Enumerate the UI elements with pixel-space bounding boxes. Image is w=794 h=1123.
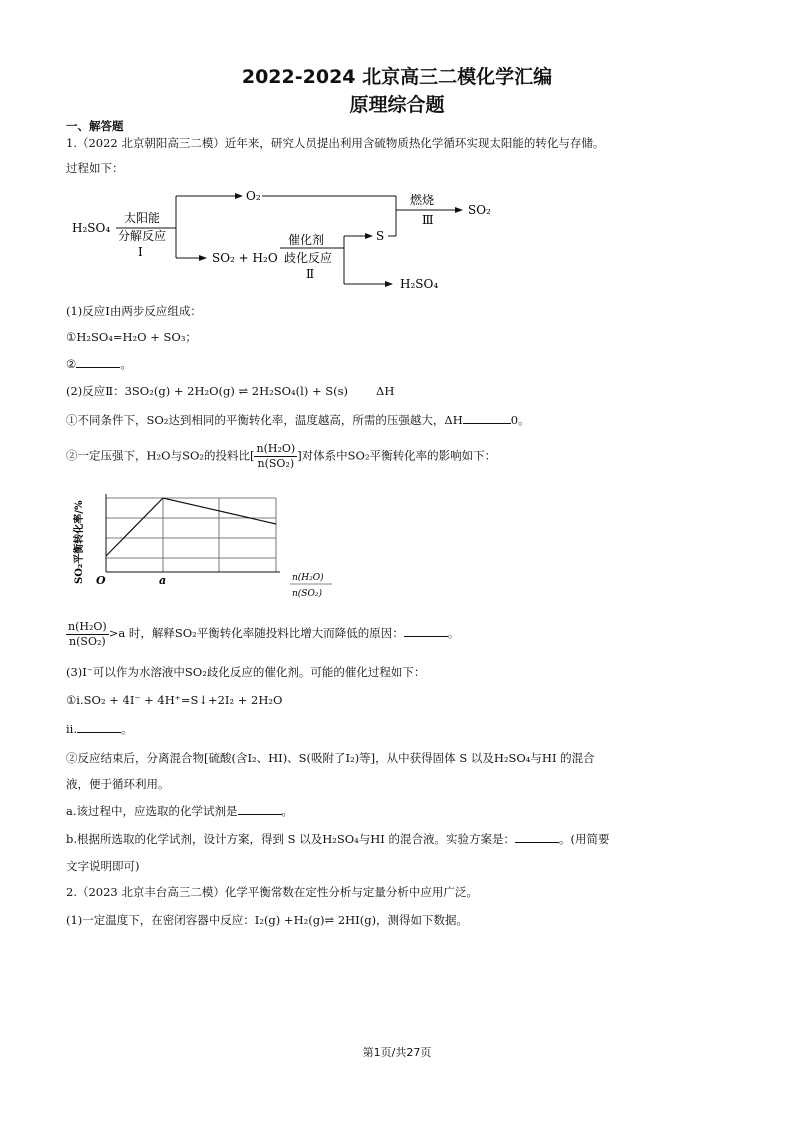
page-title: 2022-2024 北京高三二模化学汇编 bbox=[241, 66, 553, 88]
x-label-den: n(SO₂) bbox=[292, 589, 322, 599]
y-axis-label: SO₂平衡转化率/% bbox=[74, 500, 85, 584]
q1-part1: (1)反应Ⅰ由两步反应组成： bbox=[66, 304, 202, 318]
punct: 。 bbox=[120, 357, 132, 371]
step1-num-label: Ⅰ bbox=[138, 245, 143, 259]
answer-blank[interactable] bbox=[238, 803, 282, 815]
part2-label: (2)反应Ⅱ： bbox=[66, 384, 125, 398]
frac-den: n(SO₂) bbox=[69, 634, 106, 648]
part3d-text: a.该过程中，应选取的化学试剂是 bbox=[66, 804, 238, 818]
step2-top-label: 催化剂 bbox=[288, 233, 325, 247]
answer-blank[interactable] bbox=[77, 721, 121, 733]
origin-label: O bbox=[96, 574, 106, 587]
part2a-text: ①不同条件下，SO₂达到相同的平衡转化率，温度越高，所需的压强越大，ΔH bbox=[66, 413, 463, 427]
q1-part3: (3)I⁻可以作为水溶液中SO₂歧化反应的催化剂。可能的催化过程如下： bbox=[66, 665, 426, 679]
ratio-fraction bbox=[254, 442, 297, 471]
part2b-mid: 与SO₂的投料比[ bbox=[170, 448, 255, 463]
page-subtitle: 原理综合题 bbox=[349, 94, 445, 116]
circle-1: ① bbox=[66, 330, 77, 344]
q1-part1a bbox=[66, 329, 197, 345]
so2-out-label: SO₂ bbox=[468, 203, 491, 217]
ratio-fraction-2 bbox=[66, 620, 109, 649]
q1-part3c-line1: ②反应结束后，分离混合物[硫酸(含I₂、HI)、S(吸附了I₂)等]，从中获得固体 S 以及H₂SO₄与HI 的混合 bbox=[66, 751, 595, 765]
h2so4-out-label: H₂SO₄ bbox=[400, 277, 439, 291]
step3-num-label: Ⅲ bbox=[422, 213, 434, 227]
part2a-end: 0。 bbox=[510, 413, 530, 427]
q1-part3c-line2: 液，便于循环利用。 bbox=[66, 777, 170, 791]
conversion-chart bbox=[66, 488, 346, 608]
chart-grid bbox=[106, 498, 276, 572]
q1-part2b bbox=[66, 442, 496, 471]
step2-num-label: Ⅱ bbox=[306, 267, 315, 281]
frac-den: n(SO₂) bbox=[257, 457, 295, 470]
eq-1a: H₂SO₄=H₂O + SO₃； bbox=[76, 330, 197, 344]
tick-a-label: a bbox=[159, 574, 167, 587]
h2so4-label: H₂SO₄ bbox=[72, 221, 111, 235]
part3a-eq: SO₂ + 4I⁻ + 4H⁺=S↓+2I₂ + 2H₂O bbox=[83, 693, 283, 707]
o2-label: O₂ bbox=[246, 189, 261, 203]
q1-part3a bbox=[66, 692, 282, 708]
part3b-end: 。 bbox=[121, 722, 133, 736]
q1-part2c bbox=[66, 615, 459, 651]
q1-part3d bbox=[66, 803, 293, 819]
q1-part2a bbox=[66, 412, 530, 428]
answer-blank[interactable] bbox=[515, 831, 559, 843]
part2-dh: ΔH bbox=[376, 384, 395, 398]
q1-part2 bbox=[66, 383, 394, 399]
q2-part1: (1)一定温度下，在密闭容器中反应：I₂(g) +H₂(g)⇌ 2HI(g)，测得如下数据。 bbox=[66, 913, 469, 927]
part3b-label: ii. bbox=[66, 722, 78, 736]
answer-blank[interactable] bbox=[404, 625, 448, 637]
part3d-end: 。 bbox=[281, 804, 294, 818]
part2c-text: >a 时，解释SO₂平衡转化率随投料比增大而降低的原因： bbox=[108, 626, 404, 640]
step3-top-label: 燃烧 bbox=[410, 193, 435, 207]
part2b-h2o: H₂O bbox=[146, 448, 171, 463]
q1-part3b bbox=[66, 721, 133, 737]
q1-part3e-line1 bbox=[66, 831, 610, 847]
part3a-pre: ①i. bbox=[66, 693, 84, 707]
frac-num: n(H₂O) bbox=[68, 619, 107, 633]
circle-2: ② bbox=[66, 357, 77, 371]
so2-h2o-label: SO₂ + H₂O bbox=[212, 251, 278, 265]
q1-part3e-line2: 文字说明即可) bbox=[66, 859, 140, 873]
step1-mid-label: 分解反应 bbox=[118, 229, 167, 243]
x-label-num: n(H₂O) bbox=[292, 573, 324, 583]
frac-num: n(H₂O) bbox=[256, 442, 296, 455]
reaction-flow-diagram bbox=[66, 180, 506, 296]
part2c-end: 。 bbox=[447, 626, 460, 640]
series-line bbox=[106, 498, 276, 556]
q1-part1b bbox=[66, 356, 132, 372]
q2-intro: 2.（2023 北京丰台高三二模）化学平衡常数在定性分析与定量分析中应用广泛。 bbox=[66, 885, 478, 899]
q1-intro: 1.（2022 北京朝阳高三二模）近年来，研究人员提出利用含硫物质热化学循环实现太阳能的转化与存储。 bbox=[66, 136, 605, 150]
answer-blank[interactable] bbox=[76, 356, 120, 368]
step1-top-label: 太阳能 bbox=[124, 211, 161, 225]
page-footer: 第1页/共27页 bbox=[362, 1046, 432, 1059]
q1-intro2: 过程如下： bbox=[66, 161, 124, 175]
answer-blank[interactable] bbox=[463, 412, 511, 424]
part2b-pre: ②一定压强下， bbox=[66, 448, 147, 463]
part3e-text: b.根据所选取的化学试剂，设计方案，得到 S 以及H₂SO₄与HI 的混合液。实验方案是： bbox=[66, 832, 515, 846]
section-heading: 一、解答题 bbox=[66, 119, 124, 133]
part2-eq: 3SO₂(g) + 2H₂O(g) ⇌ 2H₂SO₄(l) + S(s) bbox=[124, 384, 349, 398]
s-label: S bbox=[376, 229, 385, 243]
part2b-post: ]对体系中SO₂平衡转化率的影响如下： bbox=[297, 448, 497, 463]
part3e-end: 。(用简要 bbox=[559, 832, 610, 846]
step2-mid-label: 歧化反应 bbox=[284, 251, 333, 265]
